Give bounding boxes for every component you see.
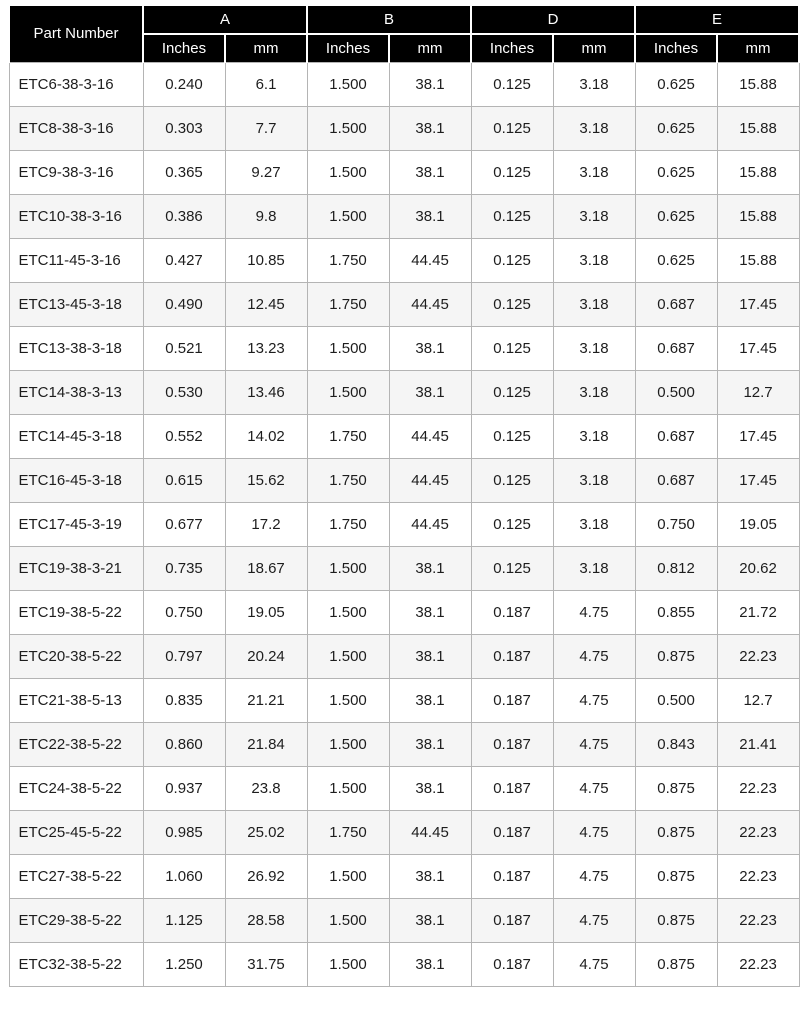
table-row	[9, 150, 799, 194]
dimension-value-cell: 22.23	[717, 810, 799, 854]
dimension-value-cell: 4.75	[553, 810, 635, 854]
part-number-cell: ETC14-45-3-18	[9, 414, 143, 458]
dimension-value-cell: 1.500	[307, 194, 389, 238]
dimension-value-cell: 1.060	[143, 854, 225, 898]
dimension-value-cell: 18.67	[225, 546, 307, 590]
dimension-value-cell: 0.187	[471, 722, 553, 766]
dimension-value-cell: 17.45	[717, 458, 799, 502]
dimension-value-cell: 0.187	[471, 854, 553, 898]
dimension-value-cell: 19.05	[717, 502, 799, 546]
dimension-value-cell: 14.02	[225, 414, 307, 458]
dimension-value-cell: 0.240	[143, 62, 225, 106]
dimension-value-cell: 38.1	[389, 590, 471, 634]
dimension-value-cell: 25.02	[225, 810, 307, 854]
dimension-value-cell: 0.125	[471, 326, 553, 370]
column-header-e-mm: mm	[717, 34, 799, 63]
dimension-value-cell: 22.23	[717, 942, 799, 986]
dimension-value-cell: 1.500	[307, 106, 389, 150]
dimension-value-cell: 1.500	[307, 898, 389, 942]
dimension-value-cell: 0.125	[471, 282, 553, 326]
part-number-cell: ETC6-38-3-16	[9, 62, 143, 106]
part-dimensions-table	[8, 4, 800, 987]
table-row	[9, 370, 799, 414]
dimension-value-cell: 1.500	[307, 326, 389, 370]
dimension-value-cell: 0.615	[143, 458, 225, 502]
part-number-cell: ETC14-38-3-13	[9, 370, 143, 414]
table-row	[9, 546, 799, 590]
dimension-value-cell: 10.85	[225, 238, 307, 282]
dimension-value-cell: 3.18	[553, 370, 635, 414]
table-row	[9, 194, 799, 238]
dimension-value-cell: 1.750	[307, 238, 389, 282]
dimension-value-cell: 3.18	[553, 546, 635, 590]
dimension-value-cell: 21.21	[225, 678, 307, 722]
dimension-value-cell: 0.677	[143, 502, 225, 546]
dimension-value-cell: 22.23	[717, 634, 799, 678]
dimension-value-cell: 3.18	[553, 326, 635, 370]
dimension-value-cell: 0.187	[471, 942, 553, 986]
column-group-d: D	[471, 5, 635, 34]
dimension-value-cell: 1.500	[307, 722, 389, 766]
dimension-value-cell: 13.23	[225, 326, 307, 370]
table-body	[9, 62, 799, 986]
dimension-value-cell: 0.500	[635, 370, 717, 414]
dimension-value-cell: 0.187	[471, 766, 553, 810]
table-row	[9, 502, 799, 546]
dimension-value-cell: 20.24	[225, 634, 307, 678]
part-number-cell: ETC13-45-3-18	[9, 282, 143, 326]
dimension-value-cell: 0.875	[635, 810, 717, 854]
table-row	[9, 590, 799, 634]
table-row	[9, 766, 799, 810]
dimension-value-cell: 0.500	[635, 678, 717, 722]
dimension-value-cell: 0.625	[635, 194, 717, 238]
column-group-a: A	[143, 5, 307, 34]
dimension-value-cell: 0.875	[635, 766, 717, 810]
dimension-value-cell: 9.27	[225, 150, 307, 194]
part-number-cell: ETC27-38-5-22	[9, 854, 143, 898]
dimension-value-cell: 1.500	[307, 634, 389, 678]
dimension-value-cell: 17.45	[717, 326, 799, 370]
dimension-value-cell: 0.750	[635, 502, 717, 546]
dimension-value-cell: 38.1	[389, 546, 471, 590]
dimension-value-cell: 0.365	[143, 150, 225, 194]
dimension-value-cell: 9.8	[225, 194, 307, 238]
dimension-value-cell: 0.125	[471, 106, 553, 150]
dimension-value-cell: 38.1	[389, 634, 471, 678]
dimension-value-cell: 38.1	[389, 722, 471, 766]
dimension-value-cell: 12.7	[717, 370, 799, 414]
dimension-value-cell: 38.1	[389, 150, 471, 194]
part-number-cell: ETC22-38-5-22	[9, 722, 143, 766]
dimension-value-cell: 1.750	[307, 810, 389, 854]
dimension-value-cell: 0.386	[143, 194, 225, 238]
dimension-value-cell: 0.625	[635, 238, 717, 282]
dimension-value-cell: 0.835	[143, 678, 225, 722]
dimension-value-cell: 0.187	[471, 634, 553, 678]
dimension-value-cell: 0.687	[635, 326, 717, 370]
dimension-value-cell: 0.985	[143, 810, 225, 854]
dimension-value-cell: 4.75	[553, 854, 635, 898]
dimension-value-cell: 19.05	[225, 590, 307, 634]
dimension-value-cell: 0.125	[471, 458, 553, 502]
dimension-value-cell: 22.23	[717, 766, 799, 810]
dimension-value-cell: 0.125	[471, 150, 553, 194]
dimension-value-cell: 0.797	[143, 634, 225, 678]
dimension-value-cell: 0.855	[635, 590, 717, 634]
dimension-value-cell: 12.7	[717, 678, 799, 722]
part-number-cell: ETC32-38-5-22	[9, 942, 143, 986]
dimension-value-cell: 1.750	[307, 282, 389, 326]
dimension-value-cell: 4.75	[553, 678, 635, 722]
dimension-value-cell: 21.84	[225, 722, 307, 766]
dimension-value-cell: 0.875	[635, 942, 717, 986]
dimension-value-cell: 38.1	[389, 62, 471, 106]
dimension-value-cell: 31.75	[225, 942, 307, 986]
column-header-e-inches: Inches	[635, 34, 717, 63]
table-row	[9, 282, 799, 326]
dimension-value-cell: 0.125	[471, 370, 553, 414]
dimension-value-cell: 0.812	[635, 546, 717, 590]
dimension-value-cell: 0.687	[635, 414, 717, 458]
column-group-b: B	[307, 5, 471, 34]
dimension-value-cell: 0.860	[143, 722, 225, 766]
column-header-b-inches: Inches	[307, 34, 389, 63]
part-number-cell: ETC19-38-3-21	[9, 546, 143, 590]
column-header-a-mm: mm	[225, 34, 307, 63]
dimension-value-cell: 3.18	[553, 502, 635, 546]
dimension-value-cell: 1.500	[307, 942, 389, 986]
dimension-value-cell: 21.72	[717, 590, 799, 634]
dimension-value-cell: 1.500	[307, 590, 389, 634]
dimension-value-cell: 7.7	[225, 106, 307, 150]
dimension-value-cell: 22.23	[717, 898, 799, 942]
dimension-value-cell: 0.625	[635, 106, 717, 150]
dimension-value-cell: 15.88	[717, 238, 799, 282]
dimension-value-cell: 4.75	[553, 898, 635, 942]
dimension-value-cell: 20.62	[717, 546, 799, 590]
part-number-cell: ETC19-38-5-22	[9, 590, 143, 634]
column-group-e: E	[635, 5, 799, 34]
part-number-cell: ETC16-45-3-18	[9, 458, 143, 502]
dimension-value-cell: 1.500	[307, 62, 389, 106]
dimension-value-cell: 0.625	[635, 150, 717, 194]
dimension-value-cell: 44.45	[389, 282, 471, 326]
dimension-value-cell: 6.1	[225, 62, 307, 106]
dimension-value-cell: 4.75	[553, 942, 635, 986]
dimension-value-cell: 1.125	[143, 898, 225, 942]
dimension-value-cell: 38.1	[389, 194, 471, 238]
dimension-value-cell: 21.41	[717, 722, 799, 766]
dimension-value-cell: 1.500	[307, 546, 389, 590]
dimension-value-cell: 0.187	[471, 810, 553, 854]
dimension-value-cell: 3.18	[553, 458, 635, 502]
part-number-cell: ETC29-38-5-22	[9, 898, 143, 942]
dimension-value-cell: 38.1	[389, 370, 471, 414]
dimension-value-cell: 0.687	[635, 282, 717, 326]
dimension-value-cell: 44.45	[389, 414, 471, 458]
dimension-value-cell: 44.45	[389, 238, 471, 282]
table-row	[9, 414, 799, 458]
part-number-cell: ETC8-38-3-16	[9, 106, 143, 150]
dimension-value-cell: 0.490	[143, 282, 225, 326]
table-row	[9, 326, 799, 370]
table-row	[9, 678, 799, 722]
dimension-value-cell: 44.45	[389, 458, 471, 502]
dimension-value-cell: 0.303	[143, 106, 225, 150]
dimension-value-cell: 38.1	[389, 942, 471, 986]
dimension-value-cell: 0.125	[471, 238, 553, 282]
dimension-value-cell: 3.18	[553, 282, 635, 326]
dimension-value-cell: 38.1	[389, 898, 471, 942]
part-number-cell: ETC17-45-3-19	[9, 502, 143, 546]
table-row	[9, 458, 799, 502]
dimension-value-cell: 1.750	[307, 458, 389, 502]
dimension-value-cell: 0.125	[471, 194, 553, 238]
dimension-value-cell: 15.88	[717, 106, 799, 150]
table-row	[9, 810, 799, 854]
dimension-value-cell: 38.1	[389, 766, 471, 810]
dimension-value-cell: 26.92	[225, 854, 307, 898]
table-row	[9, 854, 799, 898]
dimension-value-cell: 0.530	[143, 370, 225, 414]
column-header-d-inches: Inches	[471, 34, 553, 63]
dimension-value-cell: 15.62	[225, 458, 307, 502]
column-header-a-inches: Inches	[143, 34, 225, 63]
dimension-value-cell: 3.18	[553, 62, 635, 106]
dimension-value-cell: 0.687	[635, 458, 717, 502]
dimension-value-cell: 1.500	[307, 150, 389, 194]
dimension-value-cell: 23.8	[225, 766, 307, 810]
dimension-value-cell: 3.18	[553, 238, 635, 282]
dimension-value-cell: 1.500	[307, 370, 389, 414]
dimension-value-cell: 38.1	[389, 326, 471, 370]
dimension-value-cell: 3.18	[553, 106, 635, 150]
dimension-value-cell: 0.427	[143, 238, 225, 282]
part-number-cell: ETC9-38-3-16	[9, 150, 143, 194]
table-row	[9, 634, 799, 678]
dimension-value-cell: 1.500	[307, 854, 389, 898]
dimension-value-cell: 12.45	[225, 282, 307, 326]
part-number-cell: ETC24-38-5-22	[9, 766, 143, 810]
dimension-value-cell: 0.125	[471, 546, 553, 590]
dimension-value-cell: 0.125	[471, 502, 553, 546]
dimension-value-cell: 0.875	[635, 898, 717, 942]
dimension-value-cell: 28.58	[225, 898, 307, 942]
dimension-value-cell: 3.18	[553, 414, 635, 458]
dimension-value-cell: 38.1	[389, 854, 471, 898]
dimension-value-cell: 17.2	[225, 502, 307, 546]
header-group-row	[9, 5, 799, 34]
dimension-value-cell: 15.88	[717, 150, 799, 194]
dimension-value-cell: 3.18	[553, 194, 635, 238]
dimension-value-cell: 0.187	[471, 590, 553, 634]
table-row	[9, 898, 799, 942]
dimension-value-cell: 44.45	[389, 810, 471, 854]
dimension-value-cell: 0.750	[143, 590, 225, 634]
table-row	[9, 942, 799, 986]
dimension-value-cell: 0.625	[635, 62, 717, 106]
dimension-value-cell: 0.735	[143, 546, 225, 590]
dimension-value-cell: 4.75	[553, 766, 635, 810]
dimension-value-cell: 4.75	[553, 722, 635, 766]
dimension-value-cell: 0.875	[635, 854, 717, 898]
column-header-part-number: Part Number	[9, 5, 143, 62]
dimension-value-cell: 22.23	[717, 854, 799, 898]
dimension-value-cell: 0.521	[143, 326, 225, 370]
column-header-d-mm: mm	[553, 34, 635, 63]
part-number-cell: ETC13-38-3-18	[9, 326, 143, 370]
table-row	[9, 106, 799, 150]
dimension-value-cell: 4.75	[553, 590, 635, 634]
table-header	[9, 5, 799, 62]
dimension-value-cell: 3.18	[553, 150, 635, 194]
dimension-value-cell: 1.750	[307, 414, 389, 458]
column-header-b-mm: mm	[389, 34, 471, 63]
dimension-value-cell: 0.552	[143, 414, 225, 458]
dimension-value-cell: 1.500	[307, 678, 389, 722]
table-row	[9, 62, 799, 106]
dimension-value-cell: 13.46	[225, 370, 307, 414]
dimension-value-cell: 15.88	[717, 62, 799, 106]
dimension-value-cell: 4.75	[553, 634, 635, 678]
dimension-value-cell: 0.875	[635, 634, 717, 678]
table-row	[9, 722, 799, 766]
part-number-cell: ETC21-38-5-13	[9, 678, 143, 722]
dimension-value-cell: 0.843	[635, 722, 717, 766]
part-number-cell: ETC11-45-3-16	[9, 238, 143, 282]
table-row	[9, 238, 799, 282]
dimension-value-cell: 17.45	[717, 414, 799, 458]
dimension-value-cell: 0.125	[471, 414, 553, 458]
dimension-value-cell: 0.187	[471, 678, 553, 722]
part-number-cell: ETC10-38-3-16	[9, 194, 143, 238]
dimension-value-cell: 1.250	[143, 942, 225, 986]
dimension-value-cell: 15.88	[717, 194, 799, 238]
dimension-value-cell: 38.1	[389, 106, 471, 150]
dimension-value-cell: 0.125	[471, 62, 553, 106]
dimension-value-cell: 38.1	[389, 678, 471, 722]
part-number-cell: ETC20-38-5-22	[9, 634, 143, 678]
dimension-value-cell: 0.187	[471, 898, 553, 942]
dimension-value-cell: 1.750	[307, 502, 389, 546]
dimension-value-cell: 44.45	[389, 502, 471, 546]
dimension-value-cell: 1.500	[307, 766, 389, 810]
part-number-cell: ETC25-45-5-22	[9, 810, 143, 854]
dimension-value-cell: 17.45	[717, 282, 799, 326]
dimension-value-cell: 0.937	[143, 766, 225, 810]
